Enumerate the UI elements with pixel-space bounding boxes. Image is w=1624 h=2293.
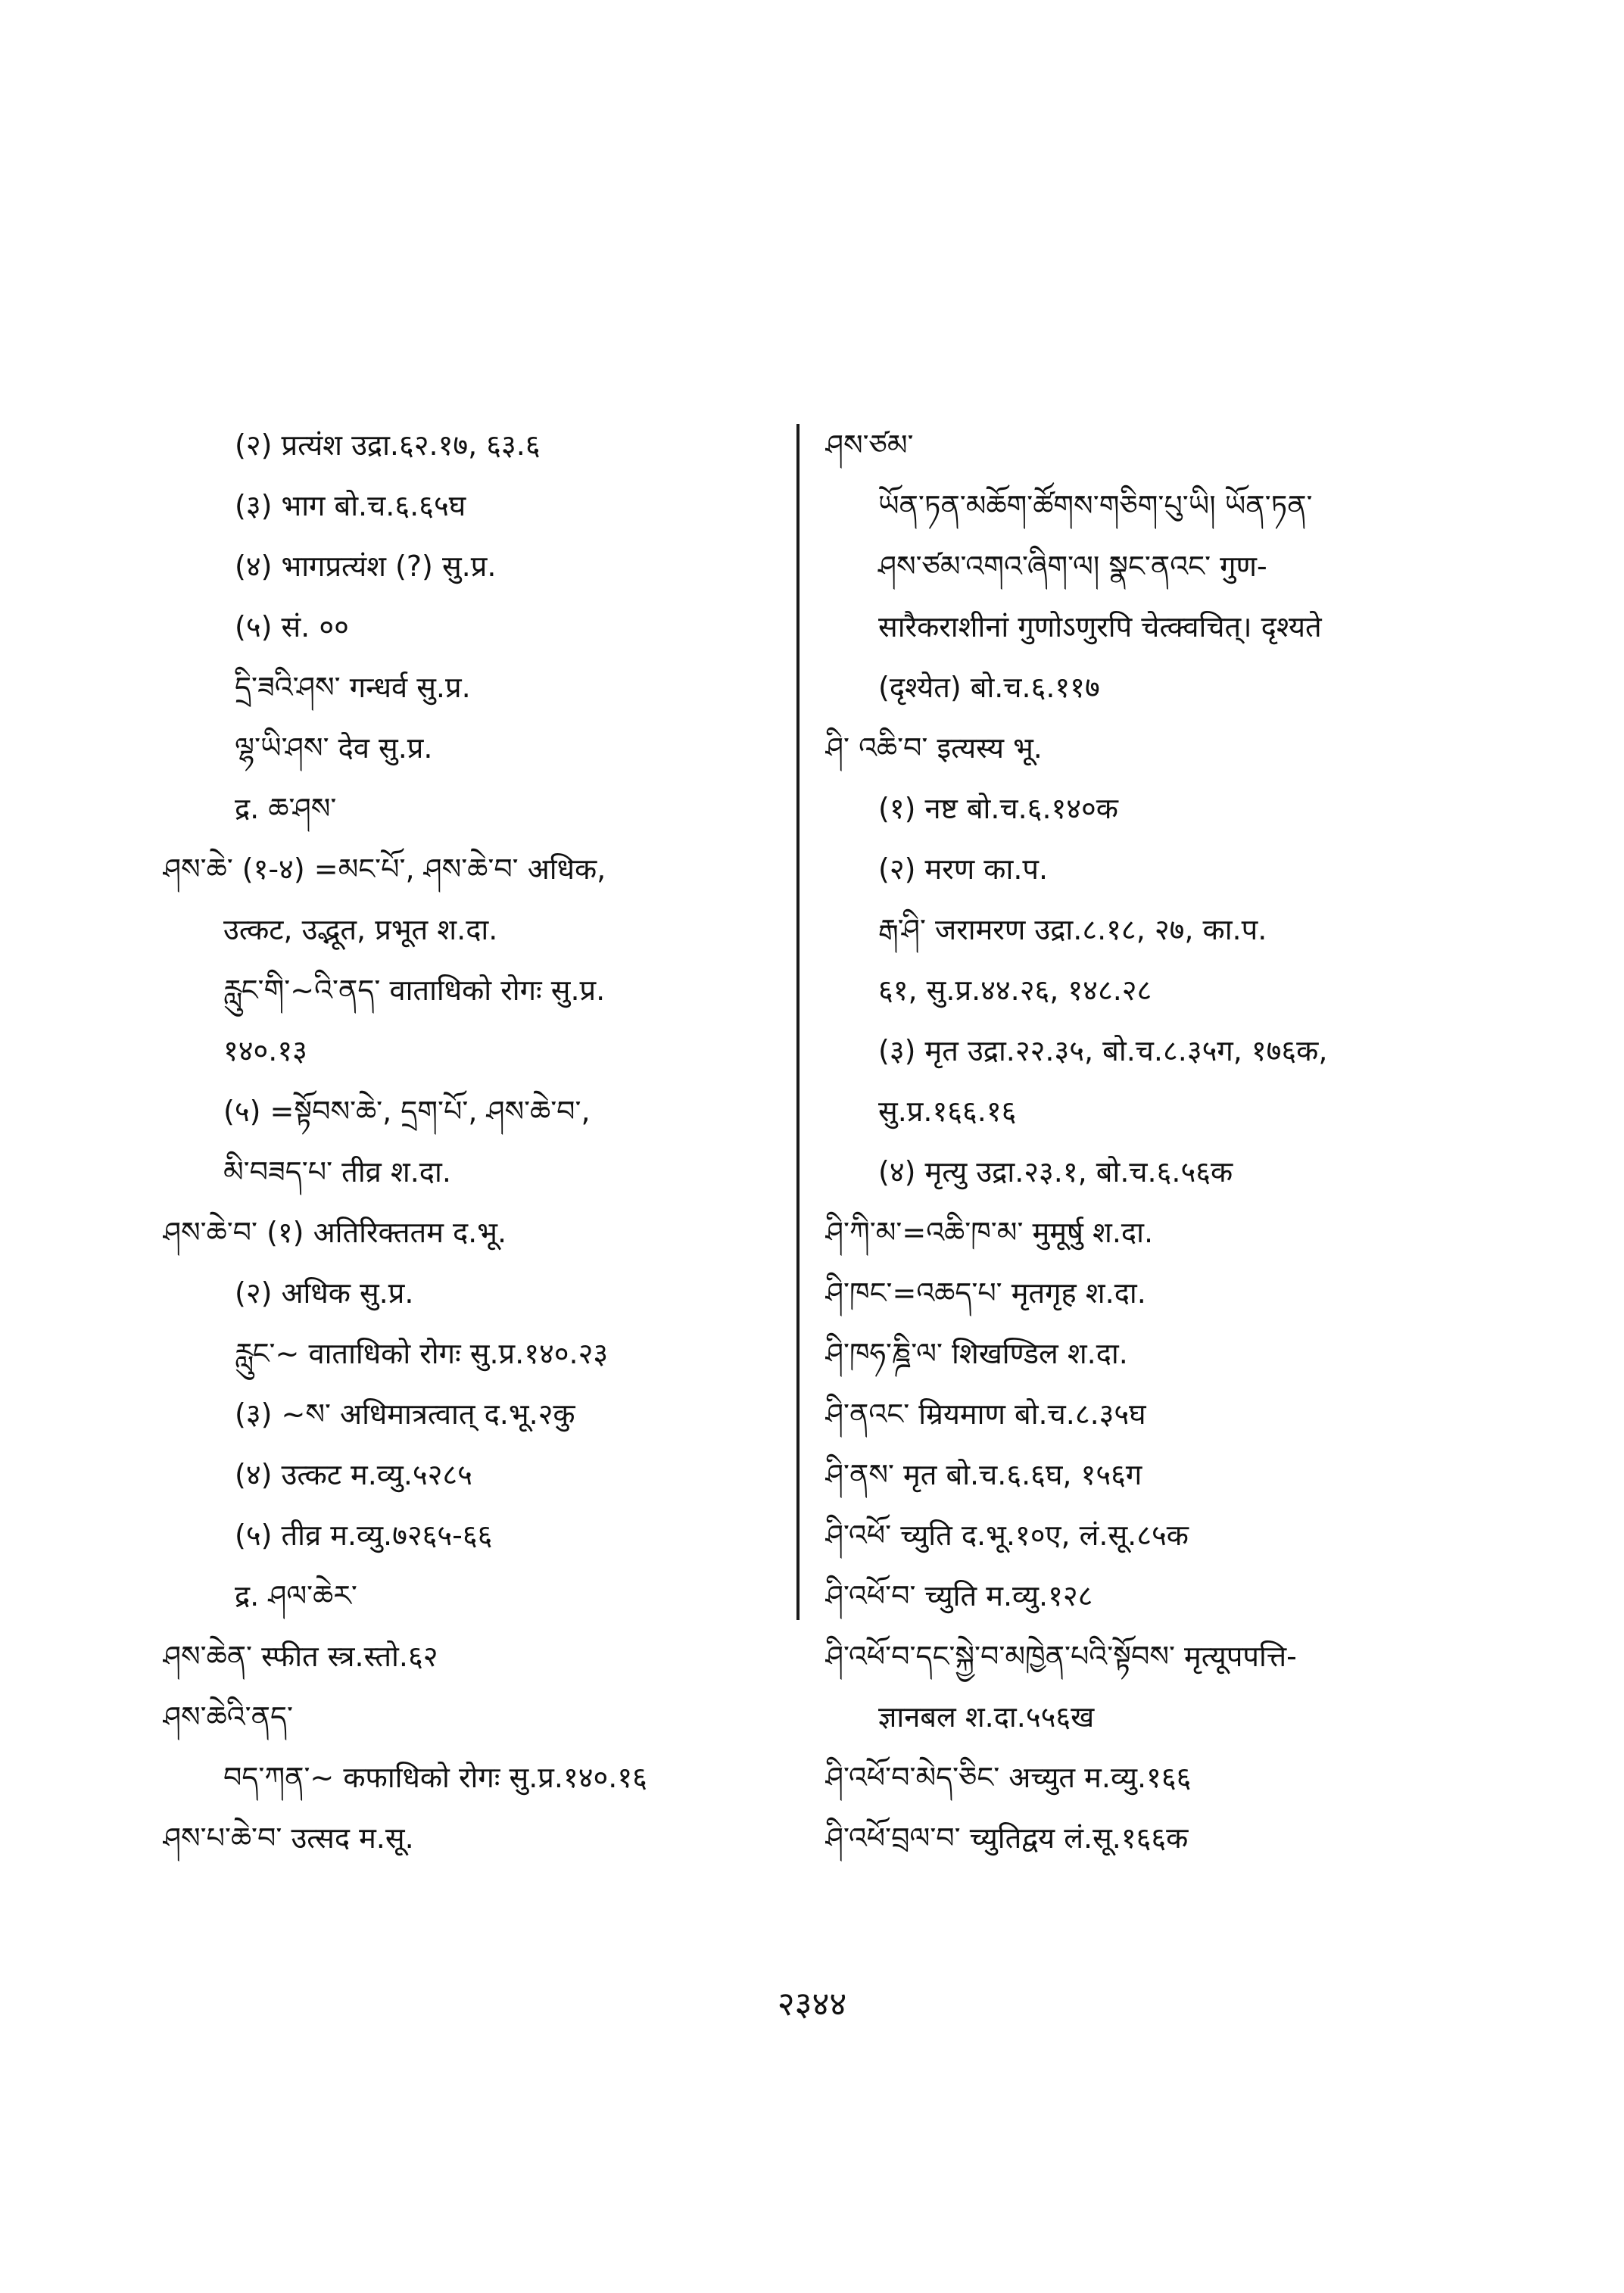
page-number: २३४४ [777,1985,847,2024]
entry-headword-line: ཤི་འཕོ་བ་དང་སྐྱེ་བ་མཁྱེན་པའི་སྟོབས་ मृत्यूपपत्ति- [825,1640,1297,1673]
entry-sub-line: (५) सं. ०० [235,610,349,643]
entry-sub-line: (२) प्रत्यंश उद्रा.६२.१७, ६३.६ [235,428,541,462]
entry-sub-line: १४०.१३ [223,1034,307,1067]
entry-headword-line: ཤི་འཕོ་ च्युति द.भू.१०ए, लं.सू.८५क [825,1519,1189,1552]
entry-headword-line: ཤི་ འཆི་བ་ इत्यस्य भू. [825,731,1043,765]
entry-sub-line: सु.प्र.१६६.१६ [878,1095,1017,1128]
entry-sub-line: (४) मृत्यु उद्रा.२३.१, बो.च.६.५६क [878,1155,1233,1189]
entry-headword-line: ཤི་འཕོ་བ་མེད་ཅིང་ अच्युत म.व्यु.१६६ [825,1761,1192,1794]
entry-sub-line: उत्कट, उद्भूत, प्रभूत श.दा. [223,913,498,946]
entry-headword-line: ཤི་ཁང་=འཆད་པ་ मृतगृह श.दा. [825,1276,1146,1310]
column-divider [796,424,800,1620]
entry-sub-line: ཤས་ཙམ་འགའ་ཞིག་ལ། སྣང་ནའང་ गुण- [878,550,1267,583]
entry-sub-line: सारैकराशीनां गुणोऽणुरपि चेत्क्वचित्। दृश्यते [878,610,1322,643]
entry-sub-line: རླུང་གི་~འི་ནད་ वाताधिको रोगः सु.प्र. [223,974,606,1007]
entry-sub-line: ཡོན་ཏན་མཆོག་ཚོགས་གཅིག་པུ་ཡི། ཡོན་ཏན་ [878,489,1313,522]
entry-sub-line: ལྷ་ཡི་ཤས་ देव सु.प्र. [235,731,433,765]
entry-headword-line: ཤི་འཕོ་བྲལ་བ་ च्युतिद्वय लं.सू.१६६क [825,1821,1189,1855]
entry-sub-line: དྲི་ཟའི་ཤས་ गन्धर्व सु.प्र. [235,671,471,704]
entry-sub-line: (४) उत्कट म.व्यु.५२८५ [235,1458,472,1491]
entry-headword-line: ཤི་ཀི་མ་=འཆི་ཁ་མ་ मुमूर्षु श.दा. [825,1216,1154,1249]
entry-sub-line: (३) मृत उद्रा.२२.३५, बो.च.८.३५ग, १७६क, [878,1034,1328,1067]
entry-sub-line: (५) तीव्र म.व्यु.७२६५-६६ [235,1519,493,1552]
entry-sub-line: མི་བཟད་པ་ तीव्र श.दा. [223,1155,451,1189]
entry-headword-line: ཤས་ཆེ་ (१-४) =མང་པོ་, ཤས་ཆེ་བ་ अधिक, [163,852,606,886]
entry-sub-line: (२) मरण का.प. [878,852,1049,886]
entry-sub-line: (३) भाग बो.च.६.६५घ [235,489,466,522]
entry-sub-line: (१) नष्ट बो.च.६.१४०क [878,792,1118,825]
right-column [825,415,1476,1868]
entry-sub-line: द्र. ཆ་ཤས་ [235,792,337,825]
left-column [163,415,791,1868]
entry-sub-line: (३) ~ས་ अधिमात्रत्वात् द.भू.२कु [235,1397,575,1431]
entry-sub-line: རྒ་ཤི་ जरामरण उद्रा.८.१८, २७, का.प. [878,913,1267,946]
entry-headword-line: ཤས་ཆེན་ स्फीत स्त्र.स्तो.६२ [163,1640,438,1673]
entry-headword-line: ཤི་ནའང་ म्रियमाण बो.च.८.३५घ [825,1397,1146,1431]
entry-headword-line: ཤས་པ་ཆེ་བ་ उत्सद म.सू. [163,1821,414,1855]
entry-headword-line: ཤས་ཆེ་བ་ (१) अतिरिक्ततम द.भू. [163,1216,507,1249]
entry-sub-line: (५) =སྟོབས་ཆེ་, དྲག་པོ་, ཤས་ཆེ་བ་, [223,1095,591,1128]
entry-headword-line: ཤས་ཆེའི་ནད་ [163,1700,293,1734]
entry-sub-line: རླུང་~ वाताधिको रोगः सु.प्र.१४०.२३ [235,1337,609,1370]
entry-sub-line: བད་ཀན་~ कफाधिको रोगः सु.प्र.१४०.१६ [223,1761,647,1794]
entry-sub-line: द्र. ཤལ་ཆེར་ [235,1579,357,1612]
entry-headword-line: ཤི་ནས་ मृत बो.च.६.६घ, १५६ग [825,1458,1142,1491]
entry-headword-line: ཤི་འཕོ་བ་ च्युति म.व्यु.१२८ [825,1579,1093,1612]
entry-sub-line: (२) अधिक सु.प्र. [235,1276,414,1310]
entry-sub-line: (४) भागप्रत्यंश (?) सु.प्र. [235,550,497,583]
entry-sub-line: (दृश्येत) बो.च.६.११७ [878,671,1100,704]
entry-sub-line: ज्ञानबल श.दा.५५६ख [878,1700,1095,1734]
entry-headword-line: ཤས་ཙམ་ [825,428,914,462]
entry-headword-line: ཤི་ཁཧ་ཎྜི་ལ་ शिखण्डिल श.दा. [825,1337,1128,1370]
entry-sub-line: ६१, सु.प्र.४४.२६, १४८.२८ [878,974,1152,1007]
